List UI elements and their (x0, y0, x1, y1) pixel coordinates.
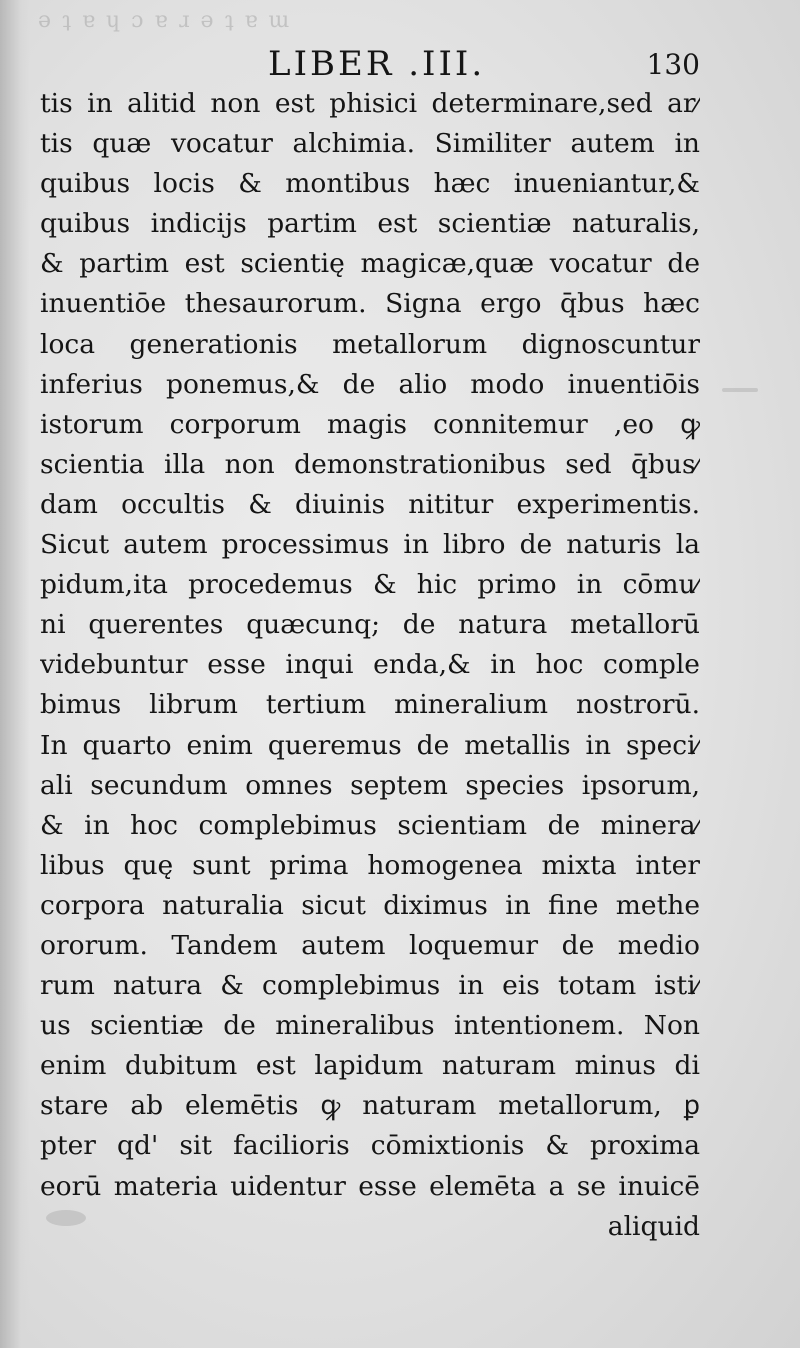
text-line: inuentiōe thesaurorum. Signa ergo q̄bus hæc (40, 288, 700, 320)
text-line: Sicut autem processimus in libro de naturis la (40, 529, 700, 561)
text-line: In quarto enim queremus de metallis in speci⁄ (40, 729, 700, 761)
text-line: & in hoc complebimus scientiam de minera⁄ (40, 809, 700, 841)
text-line: eorū materia uidentur esse elemēta a se inuicē (40, 1170, 700, 1202)
text-block (40, 84, 700, 1247)
text-line: corpora naturalia sicut diximus in fine methe (40, 889, 700, 921)
text-line: rum natura & complebimus in eis totam isti⁄ (40, 970, 700, 1002)
text-line: us scientiæ de mineralibus intentionem. Non (40, 1010, 700, 1042)
text-line: scientia illa non demonstrationibus sed q̄bus⁄ (40, 448, 700, 480)
text-line: ni querentes quæcunq; de natura metallorū (40, 609, 700, 641)
running-head: LIBER .III. (268, 44, 486, 84)
text-line: ororum. Tandem autem loquemur de medio (40, 929, 700, 961)
text-line: istorum corporum magis connitemur ,eo ꝙ (40, 408, 700, 440)
text-line: pter qd' sit facilioris cōmixtionis & proxima (40, 1130, 700, 1162)
text-line: bimus librum tertium mineralium nostrorū. (40, 689, 700, 721)
page-header (40, 44, 700, 84)
text-line: pidum,ita procedemus & hic primo in cōmu⁄ (40, 569, 700, 601)
folio-number: 130 (646, 48, 700, 81)
text-line: inferius ponemus,& de alio modo inuentiōis (40, 368, 700, 400)
text-line: videbuntur esse inqui enda,& in hoc comple (40, 649, 700, 681)
text-line: stare ab elemētis ꝙ naturam metallorum, ꝑ (40, 1090, 700, 1122)
text-line: quibus indicijs partim est scientiæ naturalis, (40, 208, 700, 240)
text-line: enim dubitum est lapidum naturam minus di (40, 1050, 700, 1082)
text-line: tis quæ vocatur alchimia. Similiter autem in (40, 128, 700, 160)
text-line: quibus locis & montibus hæc inueniantur,& (40, 168, 700, 200)
text-line: ali secundum omnes septem species ipsorum, (40, 769, 700, 801)
margin-mark (722, 388, 758, 392)
text-line: tis in alitid non est phisici determinare,sed ar⁄ (40, 88, 700, 119)
show-through-ink: ǝ ʇ ɐ ɥ ɔ ɐ ɹ ǝ ʇ ɐ ɯ (38, 8, 292, 33)
text-line: dam occultis & diuinis nititur experimentis. (40, 488, 700, 520)
text-line: aliquid (607, 1210, 700, 1242)
text-line: loca generationis metallorum dignoscuntur (40, 328, 700, 360)
text-line: & partim est scientię magicæ,quæ vocatur de (40, 248, 700, 280)
text-line: libus quę sunt prima homogenea mixta inter (40, 849, 700, 881)
binding-gutter-shadow (0, 0, 30, 1348)
